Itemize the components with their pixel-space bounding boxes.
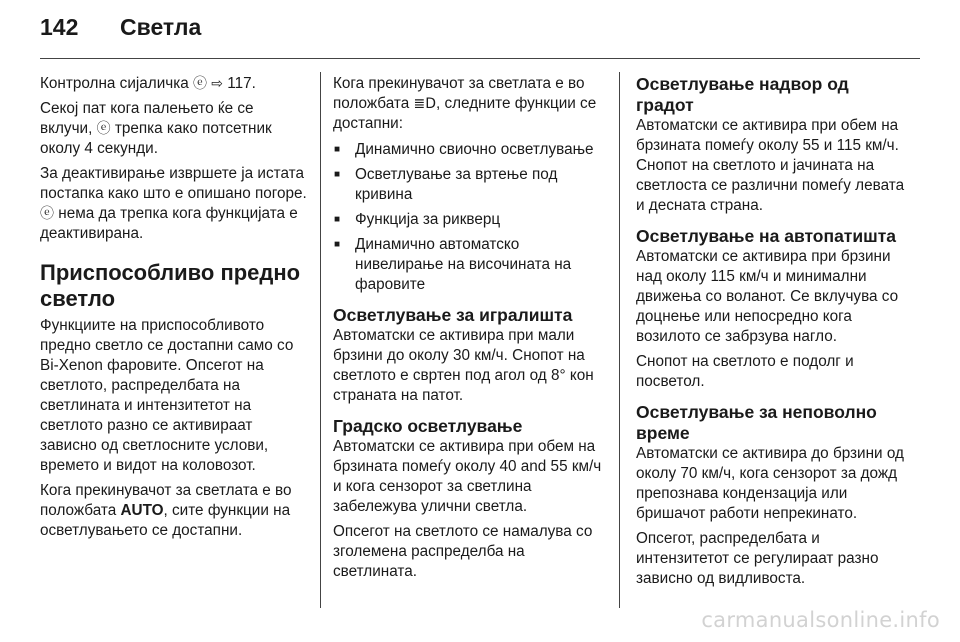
- section-heading: Приспособливо предно светло: [40, 260, 301, 311]
- list-item: ■ Осветлување за вртење под кривина: [333, 165, 605, 205]
- column-right: [636, 74, 906, 594]
- subsection-heading: Осветлување за игралишта: [333, 305, 573, 325]
- watermark: carmanualsonline.info: [701, 608, 940, 632]
- paragraph: Контролна сијаличка ⓔ ⇨ 117.: [40, 75, 256, 92]
- list-item: ■ Динамично свиочно осветлување: [333, 140, 605, 160]
- page-title: Светла: [120, 14, 202, 40]
- paragraph: Снопот на светлото е подолг и посветол.: [636, 353, 854, 390]
- light-sensor-icon: ⓔ: [96, 121, 111, 137]
- paragraph: Кога прекинувачот за светлата е во положбата ≣D, следните функции се достапни:: [333, 75, 597, 132]
- subsection-heading: Градско осветлување: [333, 416, 523, 436]
- page-header: [0, 0, 960, 62]
- paragraph: Опсегот, распределбата и интензитетот се регулираат разно зависно од видливоста.: [636, 530, 879, 587]
- paragraph: Функциите на приспособливото предно светло се достапни само со Bi-Xenon фаровите. Опсегот на светлото, распределбата на светлината и интензитетот на светлото разно се активираат зависно од светлосните услови, времето и видот на коловозот.: [40, 317, 294, 474]
- page-reference-link[interactable]: 117.: [227, 75, 256, 92]
- headlight-icon: ≣D: [413, 96, 436, 112]
- subsection-heading: Осветлување за неповолно време: [636, 402, 877, 443]
- paragraph: Секој пат кога палењето ќе се вклучи, ⓔ трепка како потсетник околу 4 секунди.: [40, 100, 272, 157]
- paragraph: Автоматски се активира при брзини над околу 115 км/ч и минимални движења со воланот. Се вклучува со доцнење или непосредно кога возилото се забрзува нагло.: [636, 248, 899, 345]
- header-divider: [40, 58, 920, 59]
- subsection-heading: Осветлување надвор од градот: [636, 74, 849, 115]
- page-reference-icon: ⇨: [211, 76, 223, 92]
- light-sensor-icon: ⓔ: [193, 76, 208, 92]
- list-item: ■ Функција за рикверц: [333, 210, 605, 230]
- feature-list: [333, 140, 605, 295]
- paragraph: Автоматски се активира до брзини од околу 70 км/ч, кога сензорот за дожд препознава кондензација или бришачот работи непрекинато.: [636, 445, 904, 522]
- paragraph: Кога прекинувачот за светлата е во положбата AUTO, сите функции на осветлувањето се достапни.: [40, 482, 292, 539]
- paragraph: За деактивирање извршете ја истата постапка како што е опишано погоре. ⓔ нема да трепка кога функцијата е деактивирана.: [40, 165, 307, 242]
- list-item: ■ Динамично автоматско нивелирање на височината на фаровите: [333, 235, 605, 295]
- auto-label: AUTO: [120, 502, 164, 519]
- paragraph: Опсегот на светлото се намалува со зголемена распределба на светлината.: [333, 523, 593, 580]
- subsection-heading: Осветлување на автопатишта: [636, 226, 897, 246]
- light-sensor-icon: ⓔ: [40, 206, 54, 222]
- column-left: [40, 74, 308, 546]
- page-number: 142: [40, 14, 79, 40]
- paragraph: Автоматски се активира при обем на брзината помеѓу околу 40 and 55 км/ч и кога сензорот за светлина забележува улични светла.: [333, 438, 602, 515]
- paragraph: Автоматски се активира при мали брзини до околу 30 км/ч. Снопот на светлото е свртен под агол од 8° кон страната на патот.: [333, 327, 594, 404]
- column-middle: [333, 74, 605, 587]
- column-divider: [320, 72, 321, 608]
- column-divider: [619, 72, 620, 608]
- paragraph: Автоматски се активира при обем на брзината помеѓу околу 55 и 115 км/ч. Снопот на светлото и јачината на светлоста се различни помеѓу левата и десната страна.: [636, 117, 905, 214]
